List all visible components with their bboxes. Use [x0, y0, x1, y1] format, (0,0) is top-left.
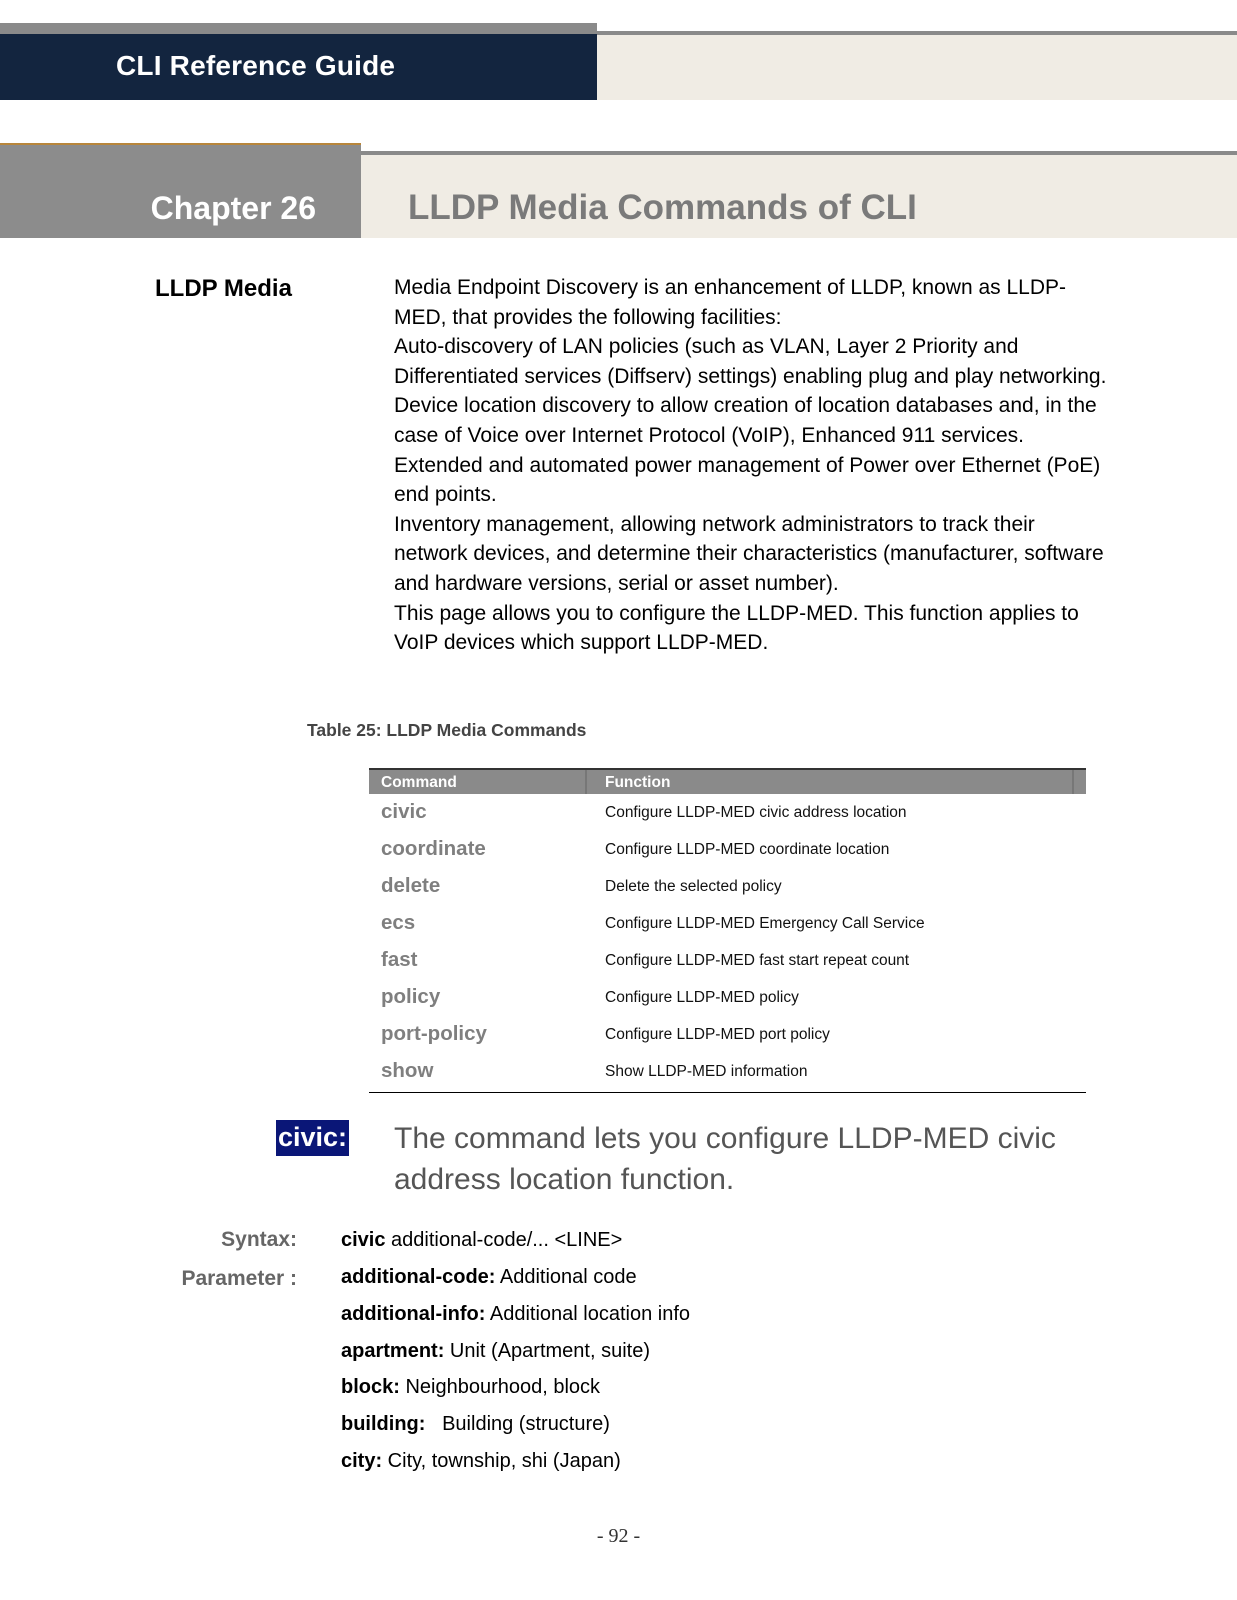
- intro-paragraph: Inventory management, allowing network administrators to track their network devices, and determine their characteristics (manufacturer, software and hardware versions, serial or asset number).: [394, 512, 1104, 595]
- function-cell: Delete the selected policy: [605, 878, 782, 895]
- header-top-rule: [0, 23, 597, 34]
- parameter-name: additional-info:: [341, 1303, 486, 1325]
- header-command: Command: [381, 774, 457, 791]
- table-caption: Table 25: LLDP Media Commands: [307, 720, 587, 740]
- function-cell: Configure LLDP-MED fast start repeat count: [605, 952, 910, 969]
- syntax-args: additional-code/... <LINE>: [385, 1229, 623, 1251]
- parameter-desc: Unit (Apartment, suite): [444, 1340, 650, 1362]
- command-description: The command lets you configure LLDP-MED civic address location function.: [394, 1122, 1056, 1196]
- parameter-desc: Building (structure): [425, 1413, 610, 1435]
- parameter-desc: Neighbourhood, block: [399, 1376, 601, 1398]
- table-row: [369, 831, 1086, 868]
- section-label: LLDP Media: [155, 275, 292, 302]
- intro-paragraph: This page allows you to configure the LLDP-MED. This function applies to VoIP devices which support LLDP-MED.: [394, 601, 1079, 655]
- chapter-label: Chapter 26: [150, 190, 316, 226]
- commands-table: [369, 768, 1086, 1093]
- header-function: Function: [605, 774, 671, 791]
- intro-paragraph: Device location discovery to allow creation of location databases and, in the case of Voice over Internet Protocol (VoIP), Enhanced 911 services.: [394, 394, 1097, 447]
- command-tag: civic:: [276, 1120, 349, 1156]
- syntax-label: Syntax:: [221, 1228, 297, 1251]
- command-cell: port-policy: [381, 1022, 487, 1045]
- function-cell: Configure LLDP-MED port policy: [605, 1026, 830, 1043]
- parameter-item: [341, 1303, 690, 1326]
- table-row: [369, 979, 1086, 1016]
- header-divider: [585, 770, 587, 794]
- table-row: [369, 942, 1086, 979]
- header-title: CLI Reference Guide: [116, 50, 396, 81]
- table-row: [369, 1053, 1086, 1090]
- table-row: [369, 868, 1086, 905]
- page-number: - 92 -: [596, 1525, 641, 1547]
- table-header: [369, 768, 1086, 794]
- command-cell: coordinate: [381, 837, 486, 860]
- chapter-title: LLDP Media Commands of CLI: [408, 188, 917, 227]
- syntax-keyword: civic: [341, 1229, 386, 1251]
- parameter-item: [341, 1450, 621, 1473]
- intro-paragraph: Media Endpoint Discovery is an enhancement of LLDP, known as LLDP-MED, that provides the following facilities:: [394, 276, 1066, 329]
- parameter-item: [341, 1266, 637, 1289]
- table-row: [369, 794, 1086, 831]
- parameter-desc: Additional location info: [485, 1303, 691, 1325]
- function-cell: Configure LLDP-MED Emergency Call Service: [605, 915, 925, 932]
- parameter-name: apartment:: [341, 1340, 445, 1362]
- parameter-name: block:: [341, 1376, 400, 1398]
- parameter-desc: City, township, shi (Japan): [382, 1450, 621, 1472]
- parameter-name: additional-code:: [341, 1266, 496, 1288]
- header-divider: [1072, 770, 1074, 794]
- function-cell: Configure LLDP-MED coordinate location: [605, 841, 890, 858]
- section-body: [394, 273, 1114, 658]
- parameter-name: building:: [341, 1413, 426, 1435]
- header-right-band: [597, 35, 1237, 100]
- parameter-item: [341, 1340, 650, 1363]
- function-cell: Show LLDP-MED information: [605, 1063, 808, 1080]
- function-cell: Configure LLDP-MED policy: [605, 989, 799, 1006]
- parameter-item: [341, 1413, 610, 1436]
- parameter-item: [341, 1376, 600, 1399]
- command-cell: show: [381, 1059, 434, 1082]
- parameter-label: Parameter :: [181, 1267, 297, 1290]
- syntax-value: [341, 1229, 622, 1252]
- command-cell: delete: [381, 874, 441, 897]
- command-cell: fast: [381, 948, 418, 971]
- table-row: [369, 905, 1086, 942]
- intro-paragraph: Extended and automated power management of Power over Ethernet (PoE) end points.: [394, 453, 1101, 507]
- function-cell: Configure LLDP-MED civic address location: [605, 804, 907, 821]
- intro-paragraph: Auto-discovery of LAN policies (such as VLAN, Layer 2 Priority and Differentiated services (Diffserv) settings) enabling plug and play networking.: [394, 335, 1107, 388]
- table-bottom-rule: [369, 1092, 1086, 1093]
- table-row: [369, 1016, 1086, 1053]
- parameter-name: city:: [341, 1450, 383, 1472]
- command-cell: ecs: [381, 911, 416, 934]
- parameter-desc: Additional code: [495, 1266, 637, 1288]
- command-cell: policy: [381, 985, 441, 1008]
- command-cell: civic: [381, 800, 427, 823]
